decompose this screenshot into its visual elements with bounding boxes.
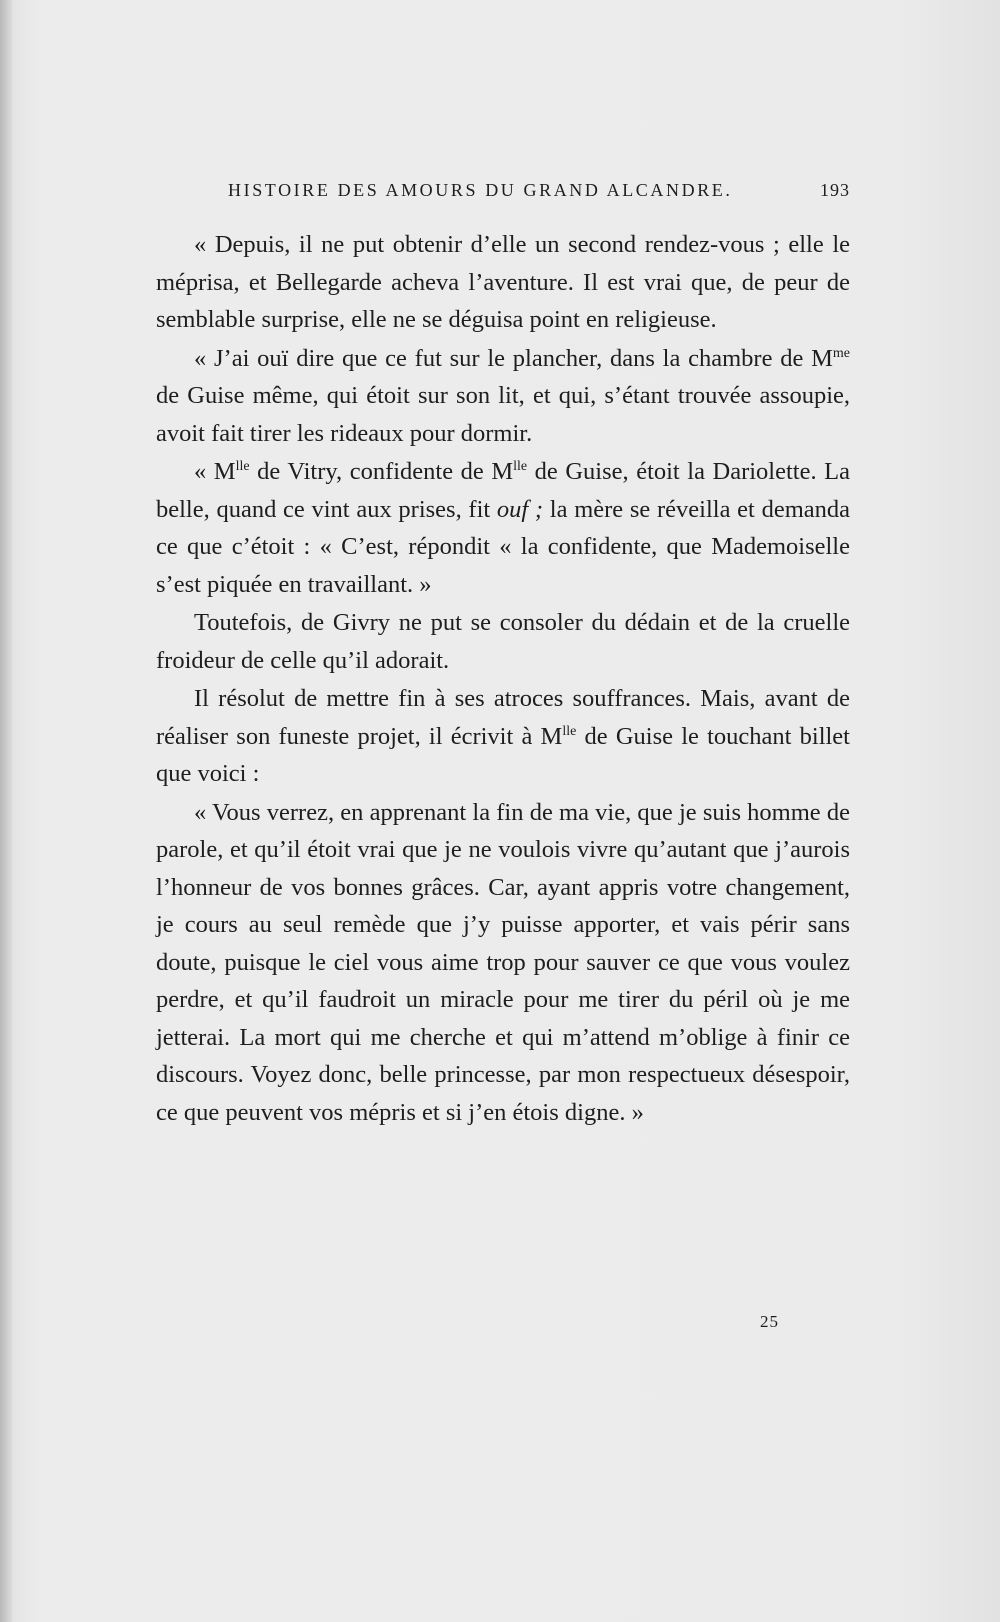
page-number: 193 — [820, 180, 850, 200]
paragraph-3-rest: la mère se réveilla et demanda ce que c’étoit : « C’est, répondit « la confidente, que Mademoiselle s’est piquée en travaillant. » — [156, 495, 850, 598]
paragraph-5 — [156, 680, 850, 793]
body-text — [156, 226, 850, 1131]
superscript-me: me — [832, 345, 850, 361]
page-spine-shadow — [0, 0, 12, 1622]
paragraph-5-rest: de Guise le touchant billet que voici : — [156, 722, 850, 787]
paragraph-5-start: Il résolut de mettre fin à ses atroces souffrances. Mais, avant de réaliser son funeste projet, il écrivit à M — [156, 685, 850, 750]
paragraph-2 — [156, 340, 850, 453]
running-header — [228, 180, 850, 210]
superscript-lle-3: lle — [562, 723, 577, 739]
superscript-lle-2: lle — [513, 459, 528, 474]
paragraph-6-letter: « Vous verrez, en apprenant la fin de ma vie, que je suis homme de parole, et qu’il étoit vrai que je ne voulois vivre qu’autant que j’aurois l’honneur de vos bonnes grâces. Car, ayant appris votre changement, je cours au seul remède que j’y puisse apporter, et vais périr sans doute, puisque le ciel vous aime trop pour sauver ce que vous voulez perdre, et qu’il faudroit un miracle pour me tirer du péril où je me jetterai. La mort qui me cherche et qui m’attend m’oblige à finir ce discours. Voyez donc, belle princesse, par mon respectueux désespoir, ce que peuvent vos mépris et si j’en étois digne. » — [156, 798, 850, 1126]
paragraph-2-start: « J’ai ouï dire que ce fut sur le plancher, dans la chambre de M — [194, 344, 833, 372]
signature-mark: 25 — [760, 1312, 779, 1331]
paragraph-3 — [156, 453, 850, 603]
superscript-lle-1: lle — [235, 459, 250, 474]
paragraph-1: « Depuis, il ne put obtenir d’elle un second rendez-vous ; elle le méprisa, et Bellegarde acheva l’aventure. Il est vrai que, de peur de semblable surprise, elle ne se déguisa point en religieuse. — [156, 231, 850, 333]
paragraph-3-mid1: de Vitry, confidente de M — [249, 458, 514, 485]
paragraph-4: Toutefois, de Givry ne put se consoler du dédain et de la cruelle froideur de celle qu’il adorait. — [156, 609, 850, 674]
running-title: HISTOIRE DES AMOURS DU GRAND ALCANDRE. — [228, 180, 733, 200]
paragraph-3-start: « M — [194, 458, 236, 485]
paragraph-2-rest: de Guise même, qui étoit sur son lit, et qui, s’étant trouvée assoupie, avoit fait tirer les rideaux pour dormir. — [156, 382, 850, 447]
italic-ouf: ouf ; — [496, 495, 544, 523]
paragraph-3-mid2: de Guise, étoit la Dariolette. La belle, quand ce vint aux prises, fit — [156, 458, 850, 523]
